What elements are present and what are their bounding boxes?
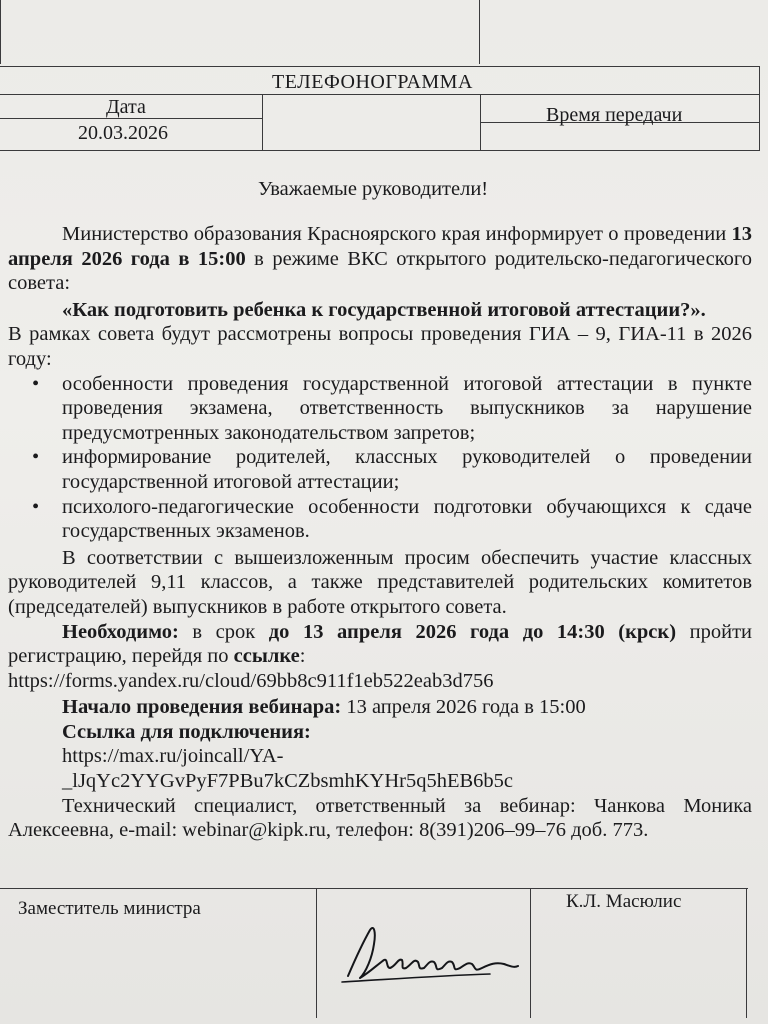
webinar-start-label: Начало проведения вебинара: xyxy=(62,696,342,719)
footer-divider-right xyxy=(530,888,531,1018)
registration-paragraph xyxy=(8,620,752,669)
intro-text-start: Министерство образования Красноярского края информирует о проведении xyxy=(62,223,732,245)
signer-name: К.Л. Масюлис xyxy=(566,891,682,912)
topics-intro: В рамках совета будут рассмотрены вопросы проведения ГИА – 9, ГИА-11 в 2026 году: xyxy=(8,323,752,370)
header-column-divider-right xyxy=(480,94,481,150)
tech-contact-paragraph: Технический специалист, ответственный за вебинар: Чанкова Моника Алексеевна, e-mail: webinar@kipk.ru, телефон: 8(391)206–99–76 доб. 773. xyxy=(8,794,752,842)
connect-label: Ссылка для подключения: xyxy=(62,720,311,743)
header-rule-4 xyxy=(0,150,760,151)
header-top-divider-right xyxy=(479,0,480,64)
greeting: Уважаемые руководители! xyxy=(258,178,489,200)
date-value: 20.03.2026 xyxy=(78,122,168,144)
link-word: ссылке xyxy=(233,645,300,668)
request-paragraph: В соответствии с вышеизложенным просим обеспечить участие классных руководителей 9,11 классов, а также представителей родительских комитетов (председателей) выпускников в работе открытого совета. xyxy=(8,546,752,618)
connect-url-line-1[interactable]: https://max.ru/joincall/YA- xyxy=(62,745,284,768)
connect-label-paragraph xyxy=(8,720,752,745)
header-rule-1 xyxy=(0,66,760,67)
date-label: Дата xyxy=(106,96,146,118)
connect-url-line-2[interactable]: _lJqYc2YYGvPyF7PBu7kCZbsmhKYHr5q5hEB6b5c xyxy=(62,770,514,793)
intro-text-end: в режиме ВКС открытого родительско-педагогического совета: xyxy=(8,247,753,295)
webinar-start-value: 13 апреля 2026 года в 15:00 xyxy=(341,696,586,719)
transmission-time-label: Время передачи xyxy=(546,104,683,126)
topics-list xyxy=(8,372,752,544)
intro-paragraph xyxy=(8,222,752,296)
footer-divider-left xyxy=(316,888,317,1018)
topic-item-1: • особенности проведения государственной итоговой аттестации в пункте проведения экзамена, ответственность выпускников за нарушение предусмотренных законодательством запретов; xyxy=(8,372,752,446)
topic-item-3: • психолого-педагогические особенности подготовки обучающихся к сдаче государственных экзаменов. xyxy=(8,495,752,544)
event-date-bold: 13 апреля 2026 года в 15:00 xyxy=(8,223,752,270)
signer-position: Заместитель министра xyxy=(18,898,201,919)
required-label: Необходимо: xyxy=(62,620,179,643)
event-title-paragraph xyxy=(8,298,752,323)
form-title: ТЕЛЕФОНОГРАММА xyxy=(272,71,473,93)
footer-right-edge xyxy=(746,888,747,1018)
required-text-3: : xyxy=(299,645,306,668)
header-right-edge xyxy=(759,66,760,150)
webinar-start-paragraph xyxy=(8,695,752,720)
header-top-divider-left xyxy=(0,0,1,64)
required-text-1: в срок xyxy=(178,620,269,643)
handwritten-signature xyxy=(340,922,520,984)
event-title: «Как подготовить ребенка к государственной итоговой аттестации?». xyxy=(62,298,706,321)
registration-url[interactable]: https://forms.yandex.ru/cloud/69bb8c911f1eb522eab3d756 xyxy=(8,669,494,692)
header-column-divider xyxy=(262,94,263,150)
registration-deadline: до 13 апреля 2026 года до 14:30 (крск) xyxy=(268,620,677,643)
topic-item-2: • информирование родителей, классных руководителей о проведении государственной итоговой аттестации; xyxy=(8,445,752,494)
document-body xyxy=(8,222,752,843)
required-text-2: пройти регистрацию, перейдя по xyxy=(8,620,752,668)
